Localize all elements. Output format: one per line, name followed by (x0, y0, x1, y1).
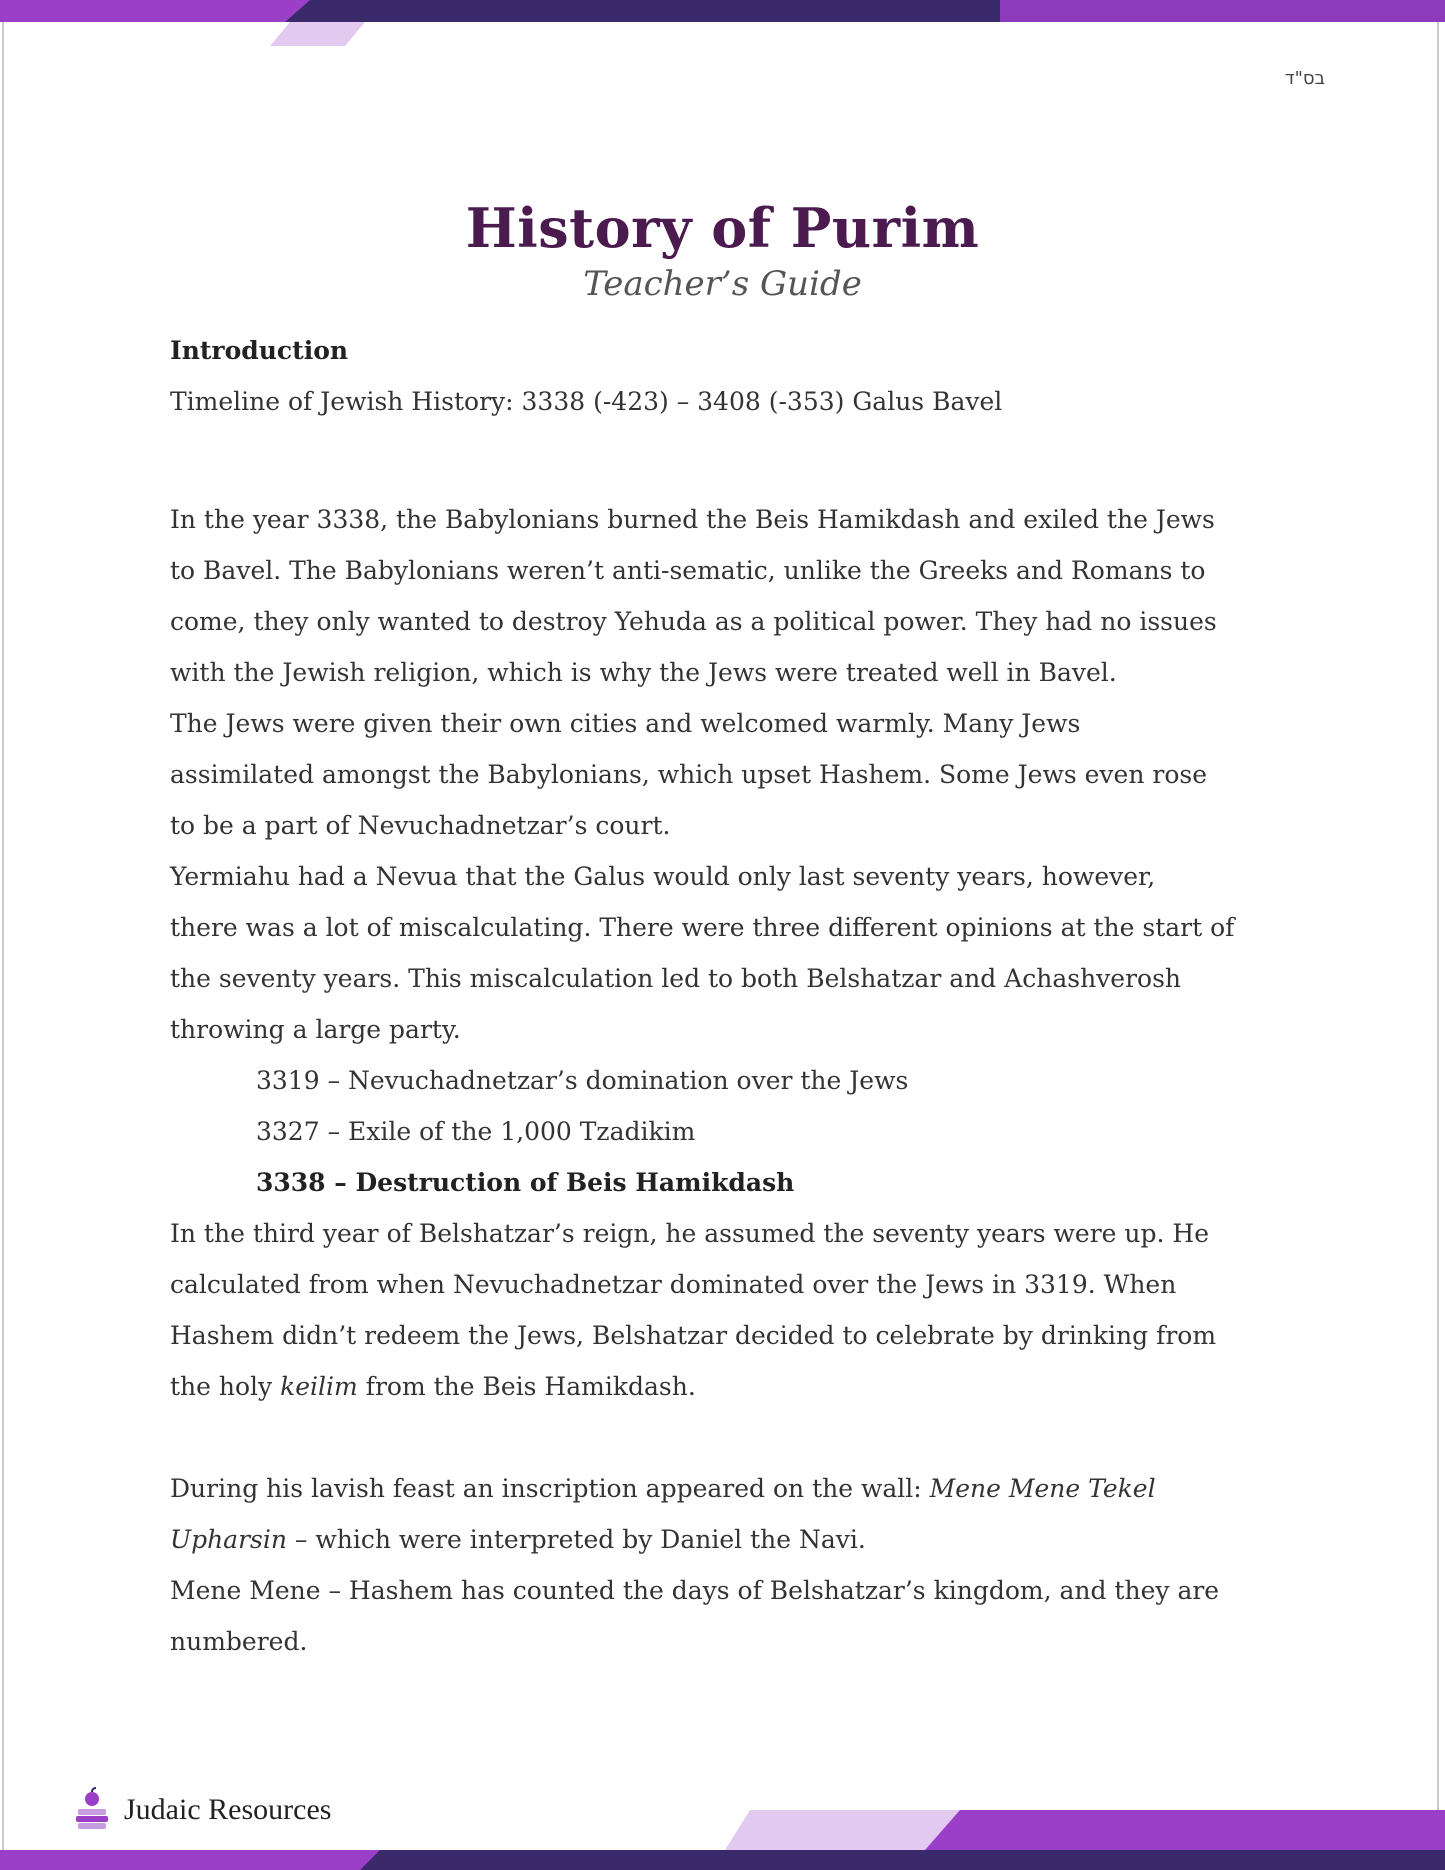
paragraph-line: with the Jewish religion, which is why the Jews were treated well in Bavel. (170, 658, 1117, 687)
paragraph-line (170, 1361, 1280, 1412)
paragraph-line (170, 1514, 1280, 1565)
italic-term: keilim (280, 1372, 358, 1401)
spacer (170, 427, 1280, 494)
document-body (170, 325, 1280, 1667)
hebrew-header-mark: בס"ד (1284, 68, 1325, 89)
spacer (170, 1412, 1280, 1463)
paragraph-line: calculated from when Nevuchadnetzar dominated over the Jews in 3319. When (170, 1270, 1177, 1299)
opinion-item: 3319 – Nevuchadnetzar’s domination over the Jews (256, 1066, 909, 1095)
page-subtitle: Teacher’s Guide (583, 264, 862, 304)
intro-heading: Introduction (170, 336, 349, 365)
paragraph-line: assimilated amongst the Babylonians, which upset Hashem. Some Jews even rose (170, 760, 1208, 789)
opinion-item-highlighted: 3338 – Destruction of Beis Hamikdash (256, 1168, 795, 1197)
paragraph-line: The Jews were given their own cities and welcomed warmly. Many Jews (170, 709, 1081, 738)
italic-term: Upharsin (170, 1525, 287, 1554)
apple-books-icon (74, 1787, 110, 1833)
page-title: History of Purim (465, 196, 980, 260)
paragraph-line: Mene Mene – Hashem has counted the days of Belshatzar’s kingdom, and they are (170, 1576, 1220, 1605)
paragraph-line: In the year 3338, the Babylonians burned the Beis Hamikdash and exiled the Jews (170, 505, 1215, 534)
paragraph-line: In the third year of Belshatzar’s reign, he assumed the seventy years were up. He (170, 1219, 1210, 1248)
paragraph-line: there was a lot of miscalculating. There were three different opinions at the start of (170, 913, 1235, 942)
paragraph-line: come, they only wanted to destroy Yehuda as a political power. They had no issues (170, 607, 1217, 636)
footer-brand-label: Judaic Resources (124, 1793, 332, 1826)
timeline-line: Timeline of Jewish History: 3338 (-423) – 3408 (-353) Galus Bavel (170, 387, 1003, 416)
paragraph-line: throwing a large party. (170, 1015, 461, 1044)
paragraph-line: Yermiahu had a Nevua that the Galus would only last seventy years, however, (170, 862, 1156, 891)
opinion-item: 3327 – Exile of the 1,000 Tzadikim (256, 1117, 696, 1146)
paragraph-line: to Bavel. The Babylonians weren’t anti-sematic, unlike the Greeks and Romans to (170, 556, 1206, 585)
paragraph-line: the seventy years. This miscalculation led to both Belshatzar and Achashverosh (170, 964, 1182, 993)
text-run: from the Beis Hamikdash. (357, 1372, 696, 1401)
paragraph-line: numbered. (170, 1627, 308, 1656)
italic-term: Mene Mene Tekel (929, 1474, 1156, 1503)
paragraph-line (170, 1463, 1280, 1514)
text-run: – which were interpreted by Daniel the Navi. (286, 1525, 866, 1554)
paragraph-line: Hashem didn’t redeem the Jews, Belshatzar decided to celebrate by drinking from (170, 1321, 1217, 1350)
paragraph-line: to be a part of Nevuchadnetzar’s court. (170, 811, 671, 840)
text-run: During his lavish feast an inscription appeared on the wall: (170, 1474, 930, 1503)
footer-brand (74, 1780, 331, 1840)
text-run: the holy (170, 1372, 281, 1401)
